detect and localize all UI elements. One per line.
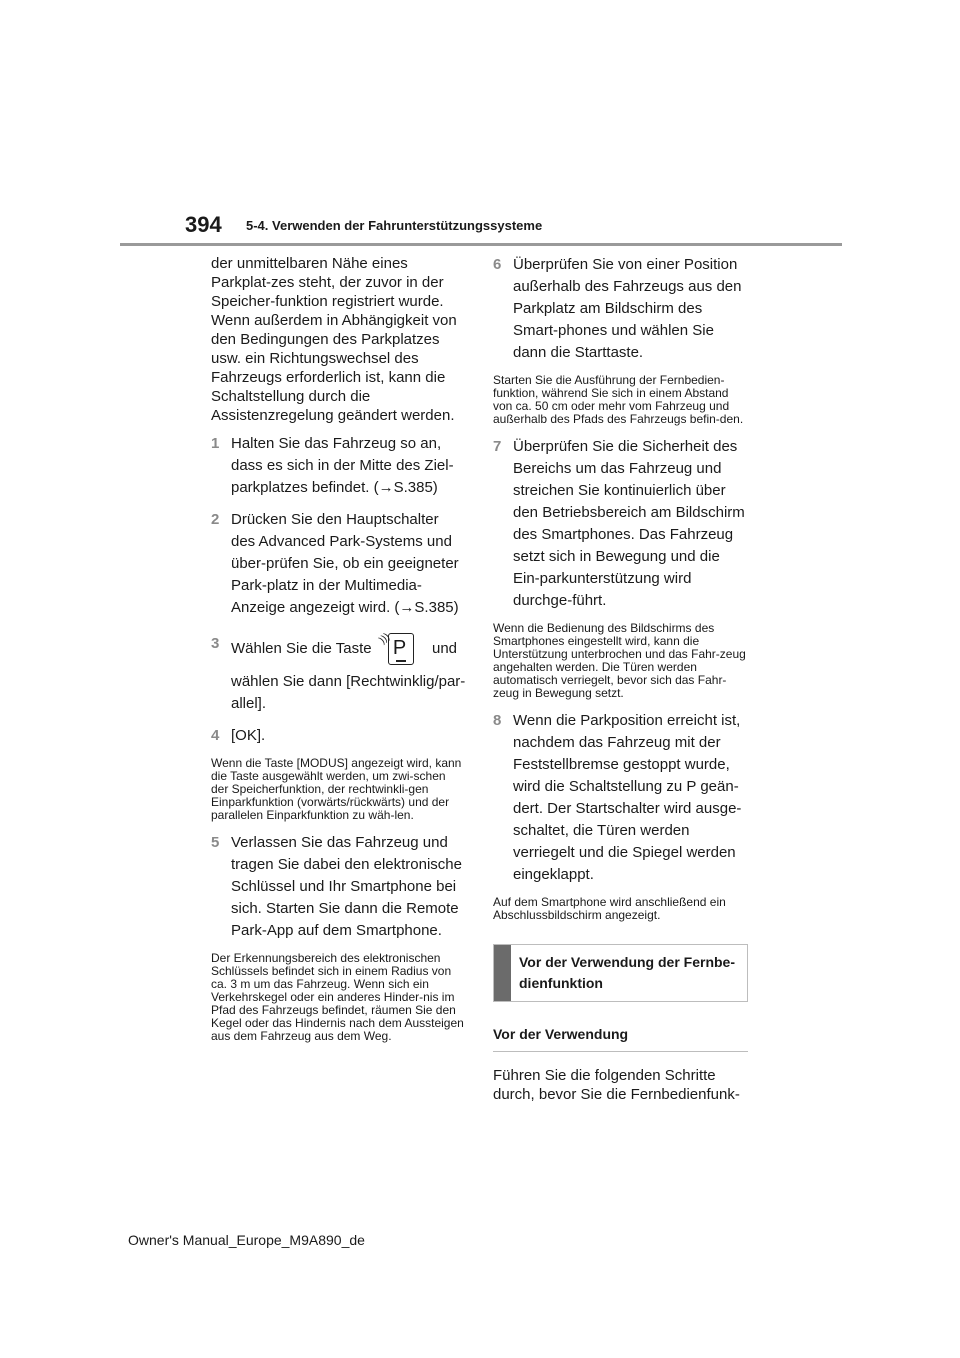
remote-function-heading-box [493,944,748,1002]
step-text: Überprüfen Sie die Sicherheit des Bereichs um das Fahrzeug und streichen Sie kontinuierlich über den Betriebsbereich am Bildschirm des Smartphones. Das Fahrzeug setzt sich in Bewegung und die Ein-parkunterstützung wird durchge-führt. [513,438,745,609]
step-number: 4 [211,727,220,744]
step-4 [211,725,466,747]
heading-accent-strip [494,945,511,1001]
note-completion-screen: Auf dem Smartphone wird anschließend ein Abschlussbildschirm angezeigt. [493,895,726,922]
step-number: 8 [493,712,502,729]
step-2 [211,509,466,619]
step-text-continued: wählen Sie dann [Rechtwinklig/par-allel]. [231,673,466,712]
step-text: [OK]. [231,727,266,744]
p-icon-letter: P [392,637,407,659]
step-text [231,633,466,715]
step-number: 7 [493,438,502,455]
step-text-before-icon: Wählen Sie die Taste [231,639,372,657]
step-text: Verlassen Sie das Fahrzeug und tragen Sie dabei den elektronische Schlüssel und Ihr Smartphone bei sich. Starten Sie dann die Remote Park-App auf dem Smartphone. [231,834,462,939]
right-column [493,254,748,1112]
step-number: 6 [493,256,502,273]
section-title: 5-4. Verwenden der Fahrunterstützungssysteme [246,218,543,233]
step-6 [493,254,748,364]
footer-manual-id: Owner's Manual_Europe_M9A890_de [128,1232,365,1248]
step-number: 2 [211,511,220,528]
step-number: 5 [211,834,220,851]
step-number: 1 [211,435,220,452]
step-5 [211,832,466,942]
step-8 [493,710,748,886]
step-text: Wenn die Parkposition erreicht ist, nachdem das Fahrzeug mit der Feststellbremse gestoppt wurde, wird die Schaltstellung zu P geän-dert. Der Startschalter wird ausge-schaltet, die Türen werden verriegelt und die Spiegel werden eingeklappt. [513,712,742,883]
note-start-distance: Starten Sie die Ausführung der Fernbedien-funktion, während Sie sich in einem Abstand von ca. 50 cm oder mehr vom Fahrzeug und außerhalb des Pfads des Fahrzeugs befin-den. [493,373,744,426]
step-1 [211,433,466,499]
intro-paragraph: der unmittelbaren Nähe eines Parkplat-zes steht, der zuvor in der Speicher-funktion registriert wurde. Wenn außerdem in Abhängigkeit von den Bedingungen des Parkplatzes usw. ein Richtungswechsel des Fahrzeugs erforderlich ist, kann die Schaltstellung durch die Assistenzregelung geändert werden. [211,255,457,424]
note-detection-range: Der Erkennungsbereich des elektronischen Schlüssels befindet sich in einem Radius von ca. 3 m um das Fahrzeug. Wenn sich ein Verkehrskegel oder ein anderes Hinder-nis im Pfad des Fahrzeugs befindet, räumen Sie den Kegel oder das Hindernis nach dem Aussteigen aus dem Fahrzeug aus dem Weg. [211,951,464,1043]
note-smartphone-operation: Wenn die Bedienung des Bildschirms des Smartphones eingestellt wird, kann die Unterstützung unterbrochen und das Fahr-zeug angehalten werden. Die Türen werden automatisch verriegelt, bevor sich das Fahr-zeug in Bewegung setzt. [493,621,746,700]
step-3 [211,633,466,715]
heading-text: Vor der Verwendung der Fernbe-dienfunktion [519,954,736,991]
header-rule [120,243,842,246]
remote-park-p-icon [377,631,414,665]
sub-heading-before-use: Vor der Verwendung [493,1022,748,1052]
step-text: Überprüfen Sie von einer Position außerhalb des Fahrzeugs aus den Parkplatz am Bildschirm des Smart-phones und wählen Sie dann die Starttaste. [513,256,742,361]
p-icon-bar [396,660,406,662]
step-text: Drücken Sie den Hauptschalter des Advanced Park-Systems und über-prüfen Sie, ob ein geeigneter Park-platz in der Multimedia-Anzeige angezeigt wird. (→S.385) [231,511,459,616]
step-7 [493,436,748,612]
left-column [211,254,466,1053]
step-number: 3 [211,635,220,652]
closing-paragraph: Führen Sie die folgenden Schritte durch, bevor Sie die Fernbedienfunk- [493,1067,740,1103]
page-number: 394 [185,212,222,237]
step-text-after-icon: und [431,639,458,657]
note-modus: Wenn die Taste [MODUS] angezeigt wird, kann die Taste ausgewählt werden, um zwi-schen der Speicherfunktion, der rechtwinkli-gen Einparkfunktion (vorwärts/rückwärts) und der parallelen Einparkfunktion zu wäh-len. [211,756,462,822]
step-text: Halten Sie das Fahrzeug so an, dass es sich in der Mitte des Ziel-parkplatzes befindet. (→S.385) [231,435,454,496]
wireless-waves-icon: ))) [377,631,392,647]
